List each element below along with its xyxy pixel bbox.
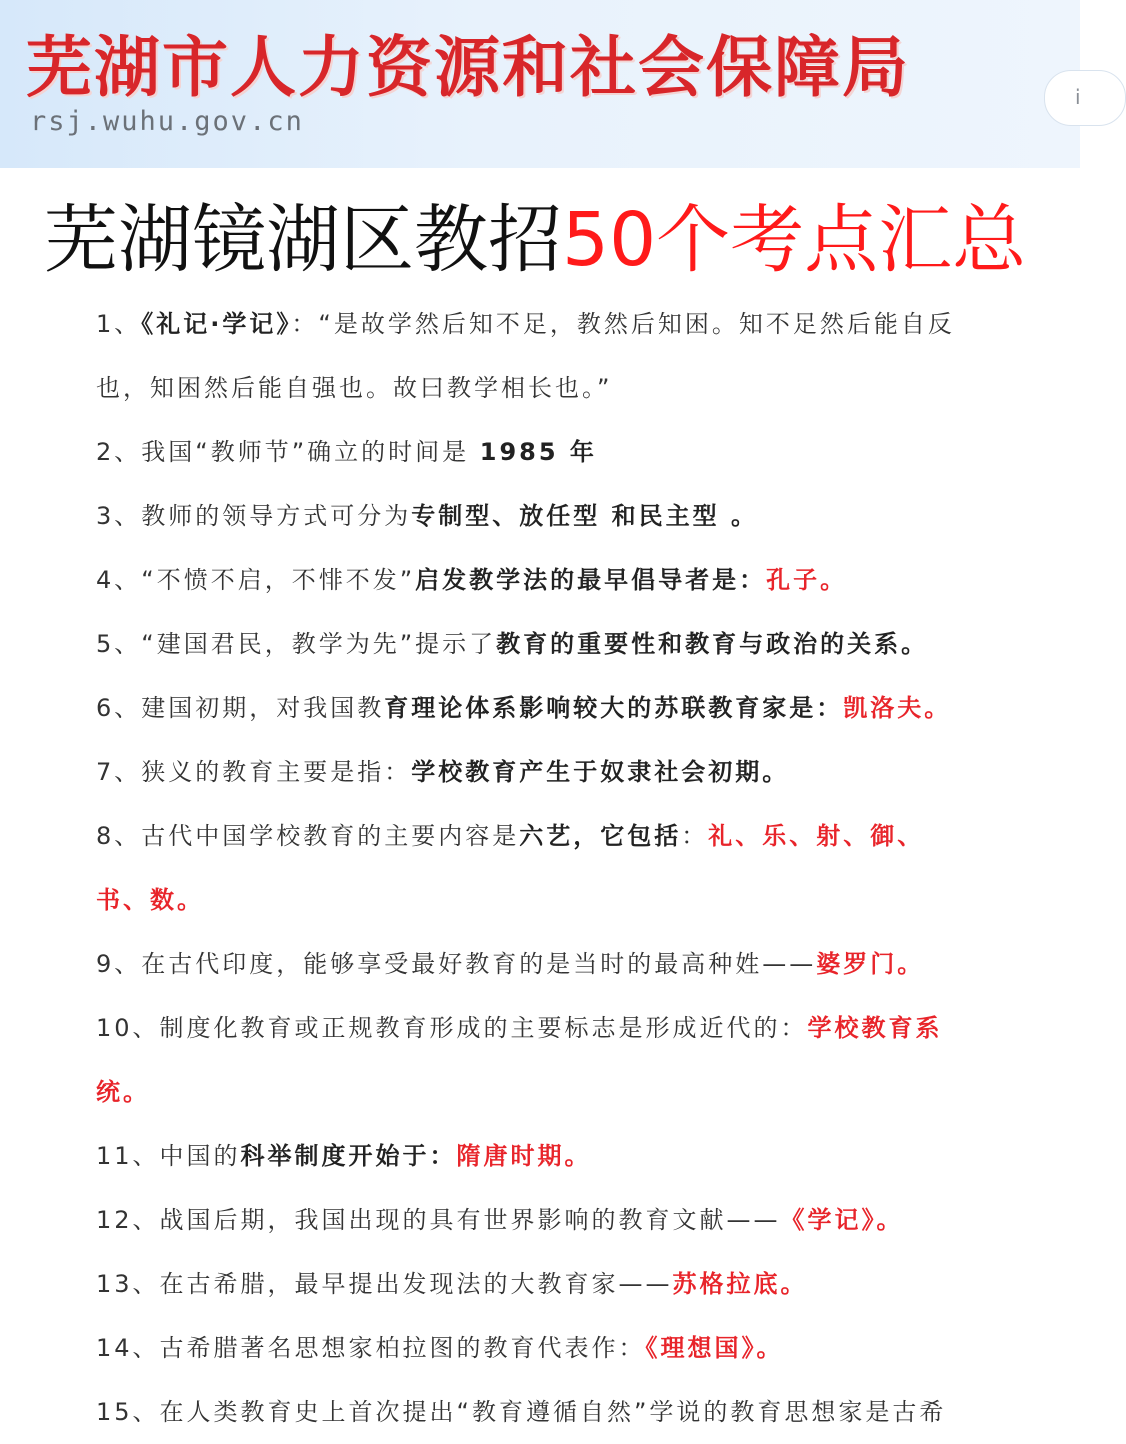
list-item [96,1316,956,1380]
item-text: 10、制度化教育或正规教育形成的主要标志是形成近代的： [96,1014,808,1042]
item-bold-text: 学校教育产生于奴隶社会初期。 [411,758,790,786]
list-item [96,484,956,548]
item-bold-text: 启发教学法的最早倡导者是： [415,566,767,594]
list-item [96,1380,956,1444]
item-text: 12、战国后期，我国出现的具有世界影响的教育文献—— [96,1206,781,1234]
list-item [96,1188,956,1252]
item-answer-text: 学校教育系统。 [96,1014,943,1106]
headline-red-text: 50个考点汇总 [562,197,1027,283]
item-text: 8、古代中国学校教育的主要内容是 [96,822,520,850]
site-banner [0,0,1080,168]
list-item [96,292,956,420]
item-bold-text: 教育的重要性和教育与政治的关系。 [496,630,929,658]
item-text: ：“是故学然后知不足，教然后知困。知不足然后能自反也，知困然后能自强也。故曰教学相长也。” [96,310,955,402]
headline-black-text: 芜湖镜湖区教招 [44,197,562,283]
item-bold-text: 科举制度开始于： [240,1142,457,1170]
item-answer-text: 凯洛夫。 [843,694,952,722]
item-answer-text: 婆罗门。 [816,950,925,978]
item-answer-text: 苏格拉底。 [672,1270,808,1298]
list-item [96,676,956,740]
item-bold-text: 专制型、放任型 和民主型 。 [411,502,758,530]
list-item [96,420,956,484]
page-headline [44,192,1026,288]
list-item [96,932,956,996]
item-answer-text: 孔子。 [766,566,848,594]
list-item [96,804,956,932]
site-url[interactable]: rsj.wuhu.gov.cn [30,106,304,137]
item-text: 7、狭义的教育主要是指： [96,758,412,786]
item-text: 11、中国的 [96,1142,241,1170]
item-bold-text: 《礼记·学记》 [141,310,292,338]
item-text: ： [681,822,709,850]
item-text: 9、在古代印度，能够享受最好教育的是当时的最高种姓—— [96,950,817,978]
item-text: 2、我国“教师节”确立的时间是 [96,438,480,466]
item-text: 14、古希腊著名思想家柏拉图的教育代表作： [96,1334,646,1362]
item-text: 4、“不愤不启，不悱不发” [96,566,416,594]
item-text: 6、建国初期，对我国教 [96,694,385,722]
item-answer-text: 《学记》。 [780,1206,904,1234]
list-item [96,740,956,804]
item-bold-text: 六艺，它包括 [519,822,682,850]
item-answer-text: 礼、乐、射、御、书、数。 [96,822,925,914]
search-icon: i [1075,85,1081,109]
item-bold-text: 育理论体系影响较大的苏联教育家是： [384,694,844,722]
item-bold-text: 1985 年 [479,438,597,466]
item-answer-text: 隋唐时期。 [456,1142,592,1170]
item-text: 15、在人类教育史上首次提出“教育遵循自然”学说的教育思想家是古希 [96,1398,947,1426]
search-box[interactable] [1044,70,1126,126]
list-item [96,996,956,1124]
list-item [96,612,956,676]
list-item [96,548,956,612]
item-text: 1、 [96,310,142,338]
site-title: 芜湖市人力资源和社会保障局 [26,29,910,106]
item-text: 3、教师的领导方式可分为 [96,502,412,530]
list-item [96,1252,956,1316]
exam-points-list [96,292,956,1444]
item-text: 5、“建国君民，教学为先”提示了 [96,630,497,658]
list-item [96,1124,956,1188]
item-text: 13、在古希腊，最早提出发现法的大教育家—— [96,1270,673,1298]
item-answer-text: 《理想国》。 [645,1334,784,1362]
